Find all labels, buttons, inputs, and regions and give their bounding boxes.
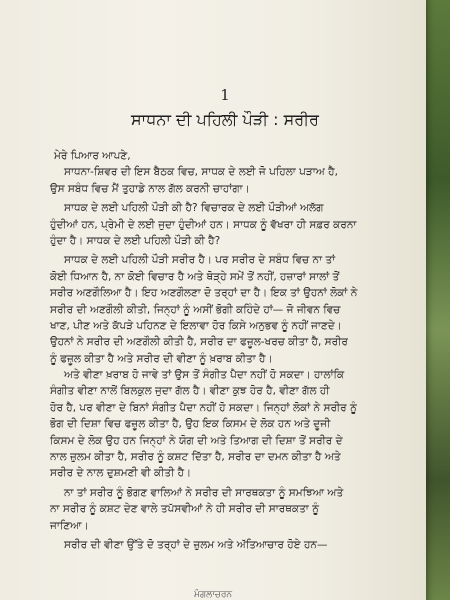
text-line: ਸਾਧਨਾ-ਸ਼ਿਵਰ ਦੀ ਇਸ ਬੈਠਕ ਵਿਚ, ਸਾਧਕ ਦੇ ਲਈ ਜੋ ਪਹਿਲਾ ਪੜਾਅ ਹੈ,: [64, 166, 338, 179]
text-line: ਉਸ ਸਬੰਧ ਵਿਚ ਮੈਂ ਤੁਹਾਡੇ ਨਾਲ ਗੱਲ ਕਰਨੀ ਚਾਹਾਂਗਾ।: [50, 182, 250, 195]
text-line: ਸਰੀਰ ਦੀ ਵੀਣਾ ਉੱਤੇ ਦੋ ਤਰ੍ਹਾਂ ਦੇ ਜ਼ੁਲਮ ਅਤੇ ਅੱਤਿਆਚਾਰ ਹੋਏ ਹਨ—: [64, 538, 328, 551]
text-line: ਨਾ ਸਰੀਰ ਨੂੰ ਕਸ਼ਟ ਦੇਣ ਵਾਲੇ ਤਪੱਸਵੀਆਂ ਨੇ ਹੀ ਸਰੀਰ ਦੀ ਸਾਰਥਕਤਾ ਨੂੰ: [50, 503, 319, 516]
text-line: ਜਾਣਿਆ।: [50, 519, 89, 532]
text-line: ਸਰੀਰ ਦੀ ਅਣਗੌਲੀ ਕੀਤੀ, ਜਿਨ੍ਹਾਂ ਨੂੰ ਅਸੀਂ ਭੋਗੀ ਕਹਿੰਦੇ ਹਾਂ— ਜੋ ਜੀਵਨ ਵਿਚ: [50, 303, 341, 316]
text-line: ਮੇਰੇ ਪਿਆਰ ਆਪਣੇ,: [54, 150, 131, 162]
text-line: ਕੋਈ ਧਿਆਨ ਹੈ, ਨਾ ਕੋਈ ਵਿਚਾਰ ਹੈ ਅਤੇ ਥੋੜ੍ਹੇ ਸਮੇਂ ਤੋਂ ਨਹੀਂ, ਹਜ਼ਾਰਾਂ ਸਾਲਾਂ ਤੋਂ: [50, 270, 340, 283]
text-line: ਭੋਗ ਦੀ ਦਿਸ਼ਾ ਵਿਚ ਫਜ਼ੂਲ ਕੀਤਾ ਹੈ, ਉਹ ਇਕ ਕਿਸਮ ਦੇ ਲੋਕ ਹਨ ਅਤੇ ਦੂਜੀ: [50, 418, 331, 431]
text-line: ਉਹਨਾਂ ਨੇ ਸਰੀਰ ਦੀ ਅਣਗੌਲੀ ਕੀਤੀ ਹੈ, ਸਰੀਰ ਦਾ ਫਜ਼ੂਲ-ਖਰਚ ਕੀਤਾ ਹੈ, ਸਰੀਰ: [50, 336, 348, 349]
text-line: ਸਾਧਕ ਦੇ ਲਈ ਪਹਿਲੀ ਪੌੜੀ ਸਰੀਰ ਹੈ। ਪਰ ਸਰੀਰ ਦੇ ਸਬੰਧ ਵਿਚ ਨਾ ਤਾਂ: [64, 254, 336, 267]
text-line: ਸੰਗੀਤ ਵੀਣਾ ਨਾਲੋਂ ਬਿਲਕੁਲ ਜੁਦਾ ਗੱਲ ਹੈ। ਵੀਣਾ ਕੁਝ ਹੋਰ ਹੈ, ਵੀਣਾ ਗੱਲ ਹੀ: [50, 385, 330, 398]
text-line: ਨਾਲ ਜ਼ੁਲਮ ਕੀਤਾ ਹੈ, ਸਰੀਰ ਨੂੰ ਕਸ਼ਟ ਦਿੱਤਾ ਹੈ, ਸਰੀਰ ਦਾ ਦਮਨ ਕੀਤਾ ਹੈ ਅਤੇ: [50, 451, 341, 464]
text-line: ਸਰੀਰ ਦੇ ਨਾਲ ਦੁਸ਼ਮਣੀ ਵੀ ਕੀਤੀ ਹੈ।: [50, 467, 192, 480]
text-line: ਨੂੰ ਫਜ਼ੂਲ ਕੀਤਾ ਹੈ ਅਤੇ ਸਰੀਰ ਦੀ ਵੀਣਾ ਨੂੰ ਖ਼ਰਾਬ ਕੀਤਾ ਹੈ।: [50, 352, 273, 365]
text-line: ਕਿਸਮ ਦੇ ਲੋਕ ਉਹ ਹਨ ਜਿਨ੍ਹਾਂ ਨੇ ਯੋਗ ਦੀ ਅਤੇ ਤਿਆਗ ਦੀ ਦਿਸ਼ਾ ਤੋਂ ਸਰੀਰ ਦੇ: [50, 434, 343, 447]
text-line: ਹੁੰਦੀਆਂ ਹਨ, ਪ੍ਰੇਮੀ ਦੇ ਲਈ ਜੁਦਾ ਹੁੰਦੀਆਂ ਹਨ। ਸਾਧਕ ਨੂੰ ਵੱਖਰਾ ਹੀ ਸਫ਼ਰ ਕਰਨਾ: [50, 218, 357, 231]
chapter-number: 1: [220, 86, 230, 104]
text-line: ਸਾਧਕ ਦੇ ਲਈ ਪਹਿਲੀ ਪੌੜੀ ਕੀ ਹੈ? ਵਿਚਾਰਕ ਦੇ ਲਈ ਪੌੜੀਆਂ ਅਲੱਗ: [64, 202, 324, 215]
text-line: ਸਰੀਰ ਅਣਗੌਲਿਆ ਹੈ। ਇਹ ਅਣਗੌਲਣਾ ਦੋ ਤਰ੍ਹਾਂ ਦਾ ਹੈ। ਇਕ ਤਾਂ ਉਹਨਾਂ ਲੋਕਾਂ ਨੇ: [50, 287, 358, 300]
text-line: ਹੋਰ ਹੈ, ਪਰ ਵੀਣਾ ਦੇ ਬਿਨਾਂ ਸੰਗੀਤ ਪੈਦਾ ਨਹੀਂ ਹੋ ਸਕਦਾ। ਜਿਨ੍ਹਾਂ ਲੋਕਾਂ ਨੇ ਸਰੀਰ ਨੂੰ: [50, 401, 357, 414]
text-line: ਹੁੰਦਾ ਹੈ। ਸਾਧਕ ਦੇ ਲਈ ਪਹਿਲੀ ਪੌੜੀ ਕੀ ਹੈ?: [50, 234, 221, 247]
text-line: ਨਾ ਤਾਂ ਸਰੀਰ ਨੂੰ ਭੋਗਣ ਵਾਲਿਆਂ ਨੇ ਸਰੀਰ ਦੀ ਸਾਰਥਕਤਾ ਨੂੰ ਸਮਝਿਆ ਅਤੇ: [64, 486, 344, 499]
text-line: ਅਤੇ ਵੀਣਾ ਖ਼ਰਾਬ ਹੋ ਜਾਵੇ ਤਾਂ ਉਸ ਤੋਂ ਸੰਗੀਤ ਪੈਦਾ ਨਹੀਂ ਹੋ ਸਕਦਾ। ਹਾਲਾਂਕਿ: [64, 369, 345, 382]
chapter-title: ਸਾਧਨਾ ਦੀ ਪਹਿਲੀ ਪੌੜੀ : ਸਰੀਰ: [131, 110, 319, 129]
text-line: ਖਾਣ, ਪੀਣ ਅਤੇ ਕੱਪੜੇ ਪਹਿਨਣ ਦੇ ਇਲਾਵਾ ਹੋਰ ਕਿਸੇ ਅਨੁਭਵ ਨੂੰ ਨਹੀਂ ਜਾਣਦੇ।: [50, 319, 342, 332]
body-text: [50, 148, 420, 553]
running-footer: ਮੰਗਲਾਚਰਨ: [193, 590, 233, 600]
